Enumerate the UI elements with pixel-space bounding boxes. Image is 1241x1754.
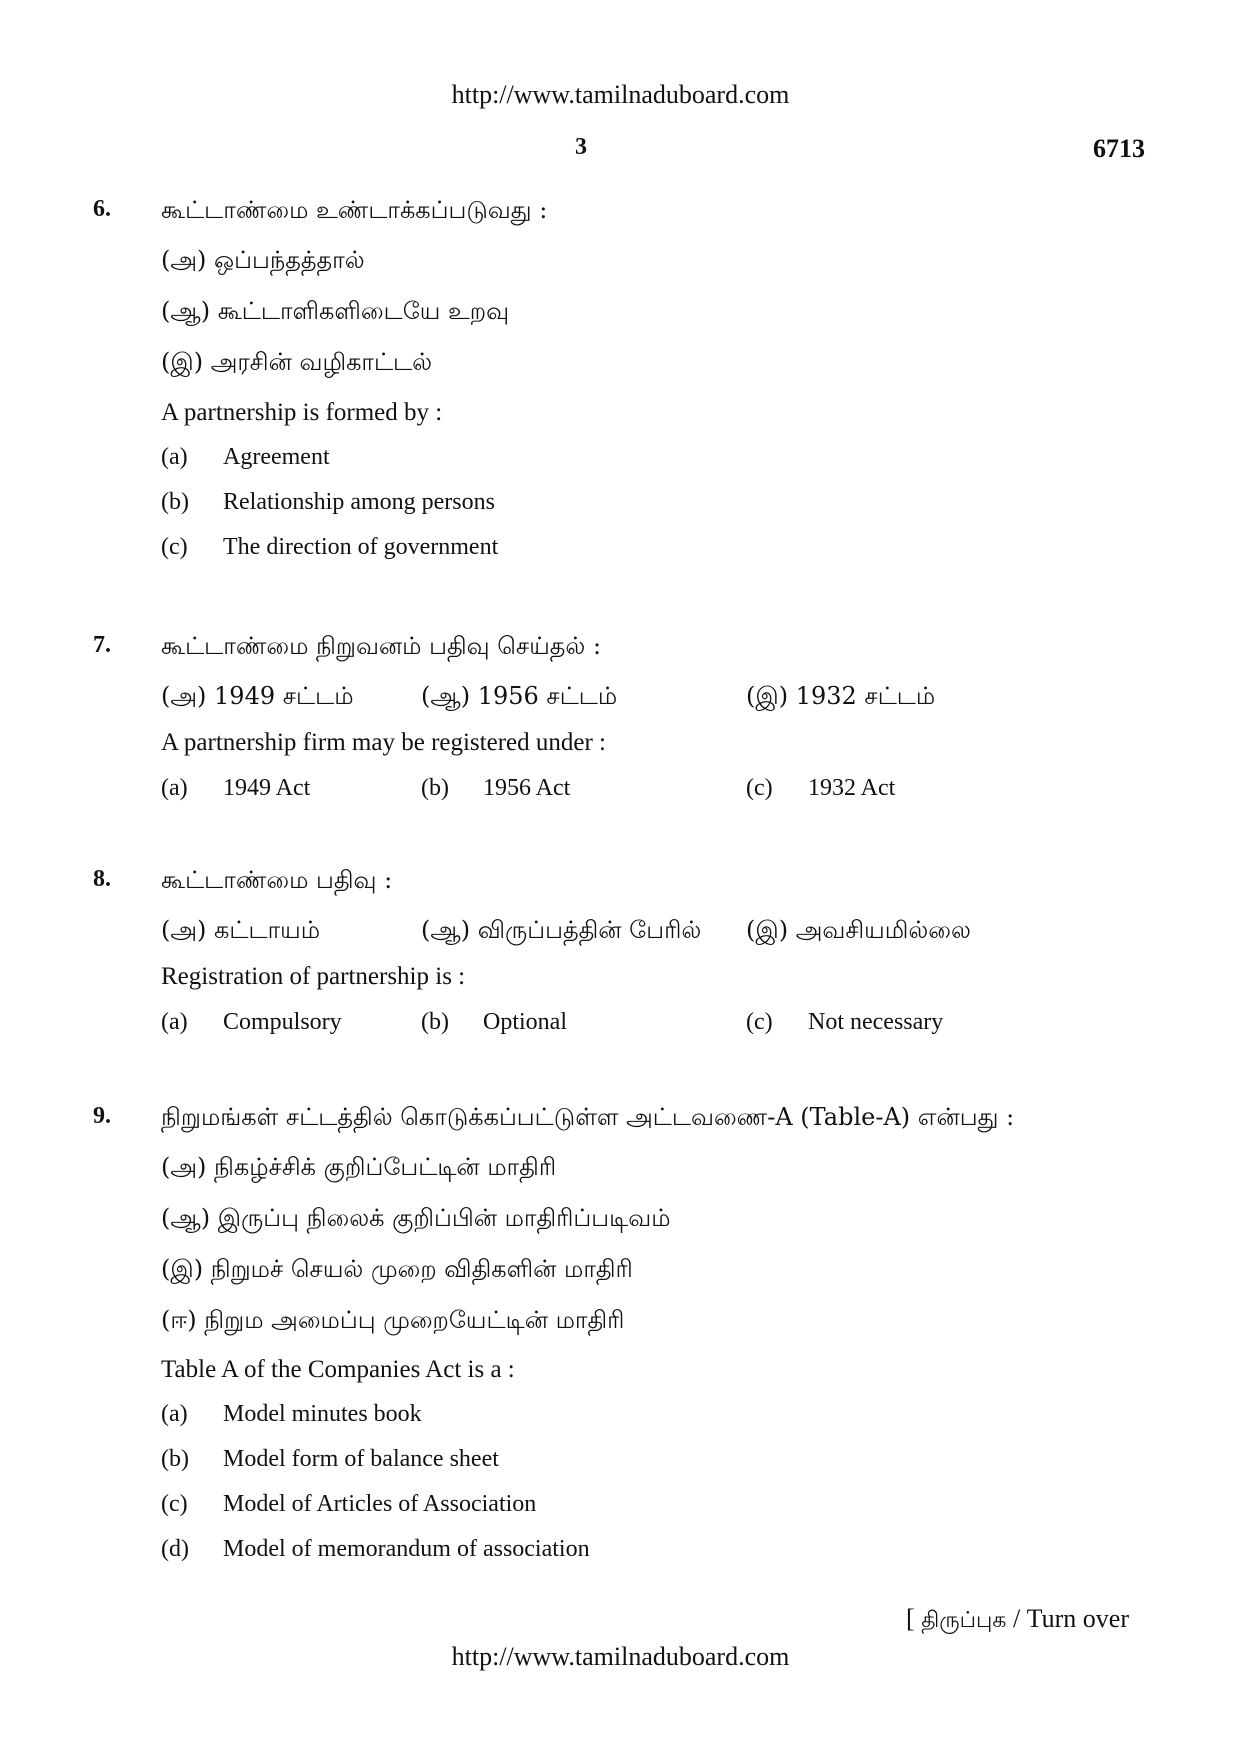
english-option bbox=[161, 1491, 537, 1518]
english-option bbox=[161, 1446, 499, 1473]
option-label: (c) bbox=[746, 1009, 773, 1035]
english-option bbox=[161, 1009, 342, 1036]
english-question: A partnership is formed by : bbox=[161, 399, 443, 426]
english-option bbox=[161, 775, 311, 802]
paper-code: 6713 bbox=[1093, 134, 1145, 163]
header-url: http://www.tamilnaduboard.com bbox=[451, 80, 790, 109]
option-label: (c) bbox=[161, 1491, 188, 1517]
tamil-option: (அ) கட்டாயம் bbox=[161, 916, 321, 944]
option-text: Not necessary bbox=[808, 1009, 944, 1035]
separator: / bbox=[1012, 1604, 1021, 1633]
option-text: 1956 Act bbox=[483, 775, 571, 801]
tamil-option: (ஈ) நிறும அமைப்பு முறையேட்டின் மாதிரி bbox=[161, 1306, 625, 1334]
turn-over-english: Turn over bbox=[1026, 1604, 1129, 1633]
tamil-question: கூட்டாண்மை பதிவு : bbox=[161, 866, 393, 894]
question-number: 8. bbox=[93, 866, 111, 892]
question-8 bbox=[93, 866, 1143, 1046]
option-text: Model of memorandum of association bbox=[223, 1536, 590, 1562]
english-option bbox=[161, 1401, 422, 1428]
tamil-option: (அ) நிகழ்ச்சிக் குறிப்பேட்டின் மாதிரி bbox=[161, 1153, 557, 1181]
option-label: (c) bbox=[161, 534, 188, 560]
option-text: Model minutes book bbox=[223, 1401, 422, 1427]
english-question: Table A of the Companies Act is a : bbox=[161, 1356, 515, 1383]
option-text: 1932 Act bbox=[808, 775, 896, 801]
tamil-option: (இ) நிறுமச் செயல் முறை விதிகளின் மாதிரி bbox=[161, 1255, 633, 1283]
option-text: Compulsory bbox=[223, 1009, 342, 1035]
english-question: A partnership firm may be registered under : bbox=[161, 729, 606, 756]
option-label: (a) bbox=[161, 444, 188, 470]
option-label: (b) bbox=[421, 775, 449, 801]
footer-url: http://www.tamilnaduboard.com bbox=[451, 1642, 790, 1671]
option-label: (a) bbox=[161, 1009, 188, 1035]
tamil-option: (ஆ) விருப்பத்தின் பேரில் bbox=[421, 916, 702, 944]
tamil-option: (ஆ) இருப்பு நிலைக் குறிப்பின் மாதிரிப்படிவம் bbox=[161, 1204, 671, 1232]
english-option bbox=[161, 1536, 590, 1563]
bracket: [ bbox=[906, 1604, 915, 1633]
option-text: Model of Articles of Association bbox=[223, 1491, 537, 1517]
tamil-option: (இ) 1932 சட்டம் bbox=[746, 682, 936, 710]
option-text: The direction of government bbox=[223, 534, 499, 560]
tamil-option: (அ) 1949 சட்டம் bbox=[161, 682, 354, 710]
option-text: Optional bbox=[483, 1009, 567, 1035]
english-question: Registration of partnership is : bbox=[161, 963, 466, 990]
english-option bbox=[161, 489, 495, 516]
question-7 bbox=[93, 632, 1143, 812]
tamil-options-row bbox=[161, 682, 1061, 714]
question-number: 9. bbox=[93, 1103, 111, 1129]
turn-over-note bbox=[906, 1604, 1129, 1636]
option-text: Model form of balance sheet bbox=[223, 1446, 499, 1472]
option-label: (c) bbox=[746, 775, 773, 801]
tamil-options-row bbox=[161, 916, 1061, 948]
option-label: (b) bbox=[421, 1009, 449, 1035]
english-option bbox=[421, 1009, 567, 1036]
turn-over-tamil: திருப்புக bbox=[921, 1608, 1007, 1633]
tamil-option: (ஆ) 1956 சட்டம் bbox=[421, 682, 618, 710]
option-text: Agreement bbox=[223, 444, 330, 470]
option-label: (b) bbox=[161, 1446, 189, 1472]
option-text: 1949 Act bbox=[223, 775, 311, 801]
option-text: Relationship among persons bbox=[223, 489, 495, 515]
english-option bbox=[161, 534, 499, 561]
option-label: (b) bbox=[161, 489, 189, 515]
option-label: (d) bbox=[161, 1536, 189, 1562]
question-6 bbox=[93, 196, 1143, 566]
tamil-option: (ஆ) கூட்டாளிகளிடையே உறவு bbox=[161, 297, 510, 325]
tamil-option: (இ) அவசியமில்லை bbox=[746, 916, 971, 944]
tamil-question: நிறுமங்கள் சட்டத்தில் கொடுக்கப்பட்டுள்ள அட்டவணை-A (Table-A) என்பது : bbox=[161, 1103, 1015, 1131]
question-number: 7. bbox=[93, 632, 111, 658]
page-number: 3 bbox=[575, 134, 587, 160]
tamil-question: கூட்டாண்மை நிறுவனம் பதிவு செய்தல் : bbox=[161, 632, 602, 660]
tamil-option: (இ) அரசின் வழிகாட்டல் bbox=[161, 348, 433, 376]
option-label: (a) bbox=[161, 775, 188, 801]
option-label: (a) bbox=[161, 1401, 188, 1427]
english-option bbox=[161, 444, 330, 471]
english-option bbox=[746, 775, 896, 802]
english-option bbox=[746, 1009, 944, 1036]
question-9 bbox=[93, 1103, 1143, 1573]
tamil-option: (அ) ஒப்பந்தத்தால் bbox=[161, 246, 365, 274]
question-number: 6. bbox=[93, 196, 111, 222]
english-option bbox=[421, 775, 571, 802]
tamil-question: கூட்டாண்மை உண்டாக்கப்படுவது : bbox=[161, 196, 548, 224]
